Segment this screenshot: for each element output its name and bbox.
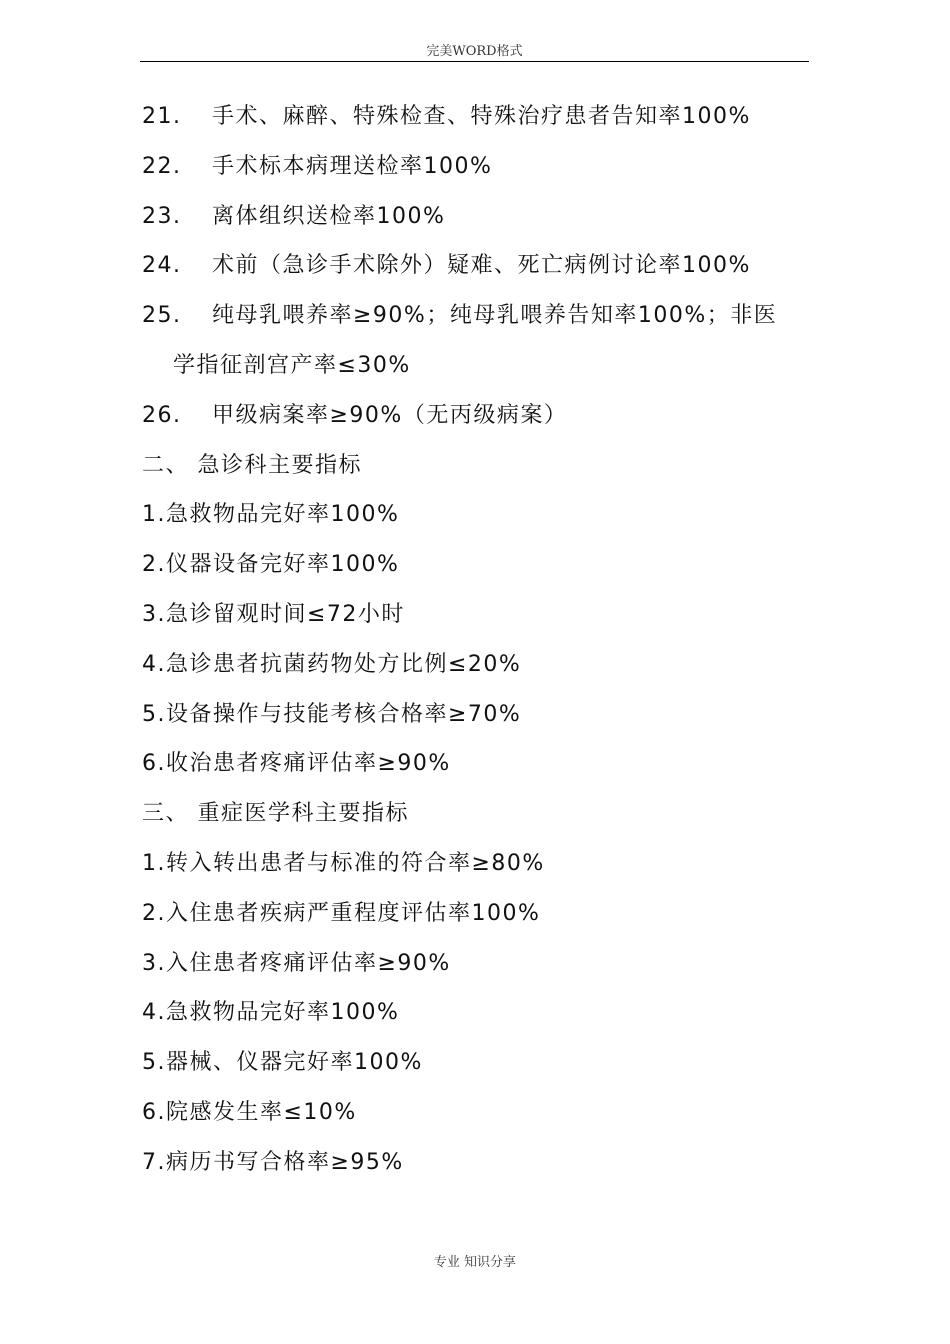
list-item: 5.器械、仪器完好率100%	[142, 1050, 423, 1076]
numbered-item-22	[142, 142, 812, 192]
list-item: 2.仪器设备完好率100%	[142, 552, 400, 578]
item-text: 术前（急诊手术除外）疑难、死亡病例讨论率100%	[212, 253, 751, 279]
item-text: 手术、麻醉、特殊检查、特殊治疗患者告知率100%	[212, 104, 751, 129]
numbered-item-25	[142, 291, 812, 341]
numbered-item-23	[142, 192, 812, 242]
item-number: 25.	[142, 303, 182, 329]
item-number: 26.	[142, 402, 182, 428]
numbered-item-21	[142, 92, 812, 142]
list-item: 3.入住患者疼痛评估率≥90%	[142, 950, 451, 976]
item-text: 手术标本病理送检率100%	[212, 153, 493, 179]
list-item: 3.急诊留观时间≤72小时	[142, 601, 405, 627]
page-header: 完美WORD格式	[426, 44, 523, 59]
list-item: 1.转入转出患者与标准的符合率≥80%	[142, 850, 545, 876]
numbered-item-25-continuation: 学指征剖宫产率≤30%	[173, 352, 411, 378]
header-rule	[140, 61, 809, 62]
item-text: 离体组织送检率100%	[212, 203, 446, 229]
section-heading-icu: 三、 重症医学科主要指标	[142, 801, 409, 827]
list-item: 4.急诊患者抗菌药物处方比例≤20%	[142, 651, 522, 677]
item-number: 23.	[142, 203, 182, 229]
item-text: 纯母乳喂养率≥90%；纯母乳喂养告知率100%；非医	[212, 303, 778, 329]
list-item: 6.收治患者疼痛评估率≥90%	[142, 751, 451, 777]
list-item: 4.急救物品完好率100%	[142, 1000, 400, 1026]
list-item: 5.设备操作与技能考核合格率≥70%	[142, 701, 522, 727]
item-number: 22.	[142, 153, 182, 179]
list-item: 1.急救物品完好率100%	[142, 502, 400, 528]
document-body	[142, 92, 812, 1188]
list-item: 7.病历书写合格率≥95%	[142, 1149, 404, 1175]
item-text: 甲级病案率≥90%（无丙级病案）	[212, 402, 568, 428]
numbered-item-24	[142, 241, 812, 291]
section-heading-emergency: 二、 急诊科主要指标	[142, 452, 362, 478]
numbered-item-26	[142, 391, 812, 441]
list-item: 6.院感发生率≤10%	[142, 1099, 357, 1125]
item-number: 21.	[142, 104, 182, 129]
list-item: 2.入住患者疾病严重程度评估率100%	[142, 900, 541, 926]
item-number: 24.	[142, 253, 182, 279]
page-footer: 专业 知识分享	[433, 1255, 517, 1270]
